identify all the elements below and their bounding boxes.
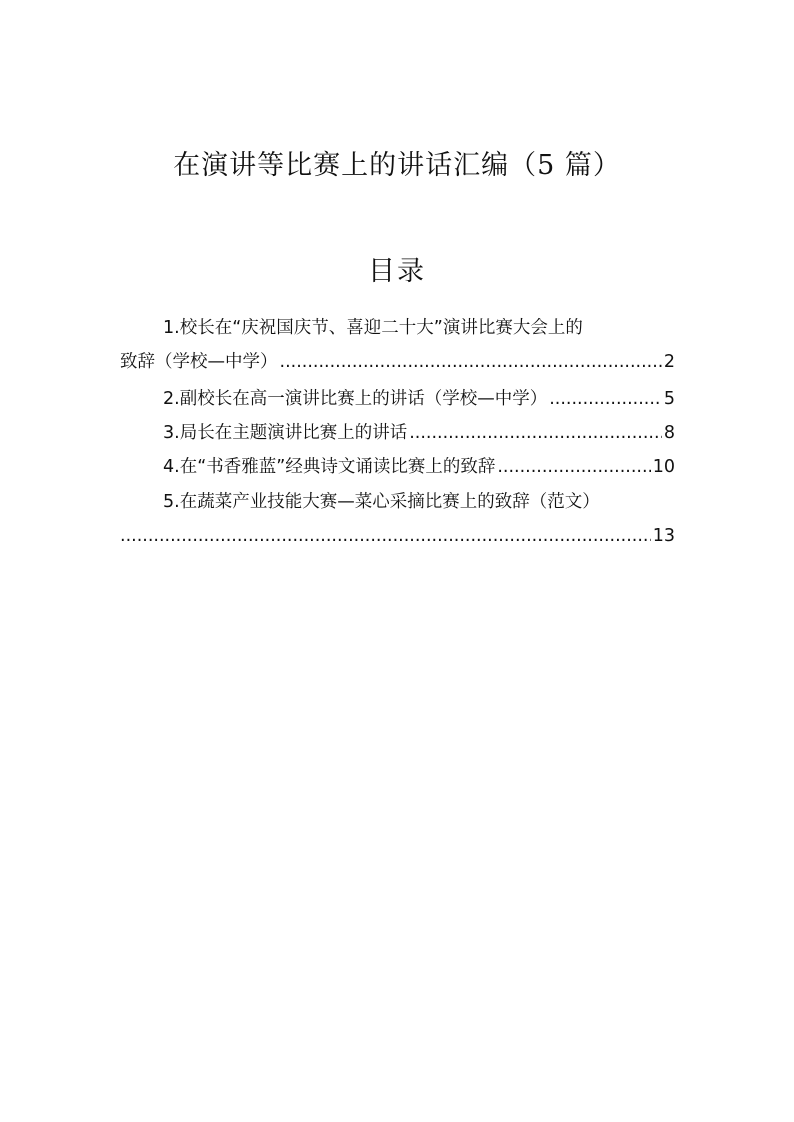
toc-entry-5-text: 5.在蔬菜产业技能大赛—菜心采摘比赛上的致辞（范文） [163,492,600,512]
toc-entry-4[interactable] [120,452,675,482]
toc-leader-dots [280,347,662,377]
toc-entry-4-text: 4.在“书香雅蓝”经典诗文诵读比赛上的致辞 [163,457,496,477]
toc-entry-3[interactable] [120,418,675,448]
toc-entry-5-line2[interactable] [120,521,675,551]
toc-entry-5-page: 13 [652,526,675,546]
toc-entry-3-page: 8 [663,423,675,443]
toc-leader-dots [409,418,662,448]
toc-leader-dots [549,384,662,414]
toc-entry-2[interactable] [120,384,675,414]
toc-entry-3-text: 3.局长在主题演讲比赛上的讲话 [163,423,408,443]
toc-entry-1-line1[interactable] [120,313,675,343]
toc-entry-1-text-cont: 致辞（学校—中学） [120,352,278,372]
toc-entry-2-page: 5 [663,389,675,409]
toc-heading: 目录 [368,256,426,287]
toc-entry-5-line1[interactable] [120,487,675,517]
toc-entry-1-text: 1.校长在“庆祝国庆节、喜迎二十大”演讲比赛大会上的 [163,318,583,338]
toc-entry-1-line2[interactable] [120,347,675,377]
toc-entry-2-text: 2.副校长在高一演讲比赛上的讲话（学校—中学） [163,389,548,409]
document-title: 在演讲等比赛上的讲话汇编（5 篇） [173,150,621,181]
toc-entry-1-page: 2 [663,352,675,372]
toc-leader-dots [497,452,650,482]
toc-entry-4-page: 10 [652,457,675,477]
toc-leader-dots [120,521,651,551]
